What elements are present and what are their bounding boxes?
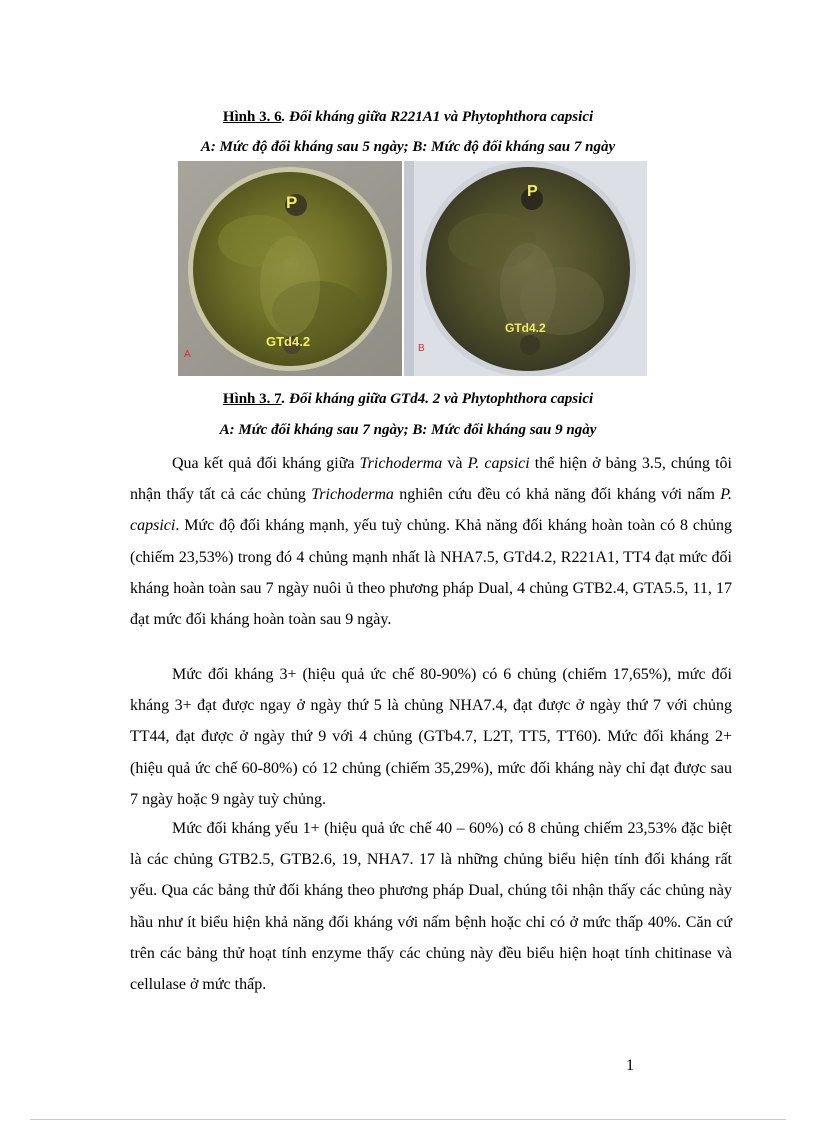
paragraph-1	[130, 448, 732, 635]
figure-3-7-caption	[0, 389, 816, 409]
p3-text: Mức đối kháng yếu 1+ (hiệu quả ức chế 40 – 60%) có 8 chủng chiếm 23,53% đặc biệt là các chủng GTB2.5, GTB2.6, 19, NHA7. 17 là những chủng biểu hiện tính đối kháng rất yếu. Qua các bảng thử đối kháng theo phương pháp Dual, chúng tôi nhận thấy các chủng này hầu như ít biểu hiện khả năng đối kháng với nấm bệnh hoặc chỉ có ở mức thấp 40%. Căn cứ trên các bảng thử hoạt tính enzyme thấy các chủng này đều biểu hiện hoạt tính chitinase và cellulase ở mức thấp.	[130, 820, 732, 994]
p1-pcapsici-2: P. capsici	[130, 486, 733, 535]
figure-3-6-subtitle: A: Mức độ đối kháng sau 5 ngày; B: Mức độ đối kháng sau 7 ngày	[200, 139, 616, 155]
p1-trichoderma-1: Trichoderma	[359, 455, 443, 472]
p1-text-g: nghiên cứu đều có khả năng đối kháng với nấm	[393, 486, 721, 504]
panel-a-p-label: P	[286, 193, 298, 212]
panel-a-letter: A	[184, 349, 191, 360]
panel-b-gtd-label: GTd4.2	[505, 321, 546, 335]
p1-pcapsici-1: P. capsici	[467, 455, 530, 472]
figure-3-7-label: Hình 3. 7	[222, 391, 282, 407]
p2-text: Mức đối kháng 3+ (hiệu quả ức chế 80-90%) có 6 chủng (chiếm 17,65%), mức đối kháng 3+ đạt được ngay ở ngày thứ 5 là chủng NHA7.4, đạt được ở ngày thứ 7 với chủng TT44, đạt được ở ngày thứ 9 với 4 chủng (GTb4.7, L2T, TT5, TT60). Mức đối kháng 2+ (hiệu quả ức chế 60-80%) có 12 chủng (chiếm 35,29%), mức đối kháng này chỉ đạt được sau 7 ngày hoặc 9 ngày tuỳ chủng.	[130, 666, 732, 808]
figure-3-7-subtitle: A: Mức đối kháng sau 7 ngày; B: Mức đối kháng sau 9 ngày	[219, 422, 597, 438]
figure-3-6-label: Hình 3. 6	[222, 109, 282, 125]
petri-dish-figure	[178, 161, 647, 376]
p1-text-a: Qua kết quả đối kháng giữa	[172, 455, 360, 472]
figure-3-6-caption	[0, 107, 816, 127]
panel-b-letter: B	[418, 343, 425, 354]
p1-text-c: và	[442, 455, 468, 472]
p1-text-i: . Mức độ đối kháng mạnh, yếu tuỳ chủng. Khả năng đối kháng hoàn toàn có 8 chủng (chiếm 23,53%) trong đó 4 chủng mạnh nhất là NHA7.5, GTd4.2, R221A1, TT4 đạt mức đối kháng hoàn toàn sau 7 ngày nuôi ủ theo phương pháp Dual, 4 chủng GTB2.4, GTA5.5, 11, 17 đạt mức đối kháng hoàn toàn sau 9 ngày.	[130, 517, 732, 629]
paragraph-2	[130, 659, 732, 815]
page-number: 1	[626, 1057, 634, 1074]
panel-a-gtd-label: GTd4.2	[266, 334, 311, 349]
paragraph-3	[130, 813, 732, 1000]
figure-3-6-title: . Đối kháng giữa R221A1 và Phytophthora capsici	[281, 109, 594, 125]
figure-3-7-title: . Đối kháng giữa GTd4. 2 và Phytophthora capsici	[281, 391, 594, 407]
panel-b-p-label: P	[527, 183, 538, 200]
page-bottom-divider	[30, 1119, 786, 1120]
petri-dish-photo-b	[404, 161, 647, 376]
p1-text-e: thể hiện ở bảng 3.5, chúng tôi nhận thấy tất cả các chủng	[130, 455, 733, 504]
p1-trichoderma-2: Trichoderma	[311, 486, 394, 504]
